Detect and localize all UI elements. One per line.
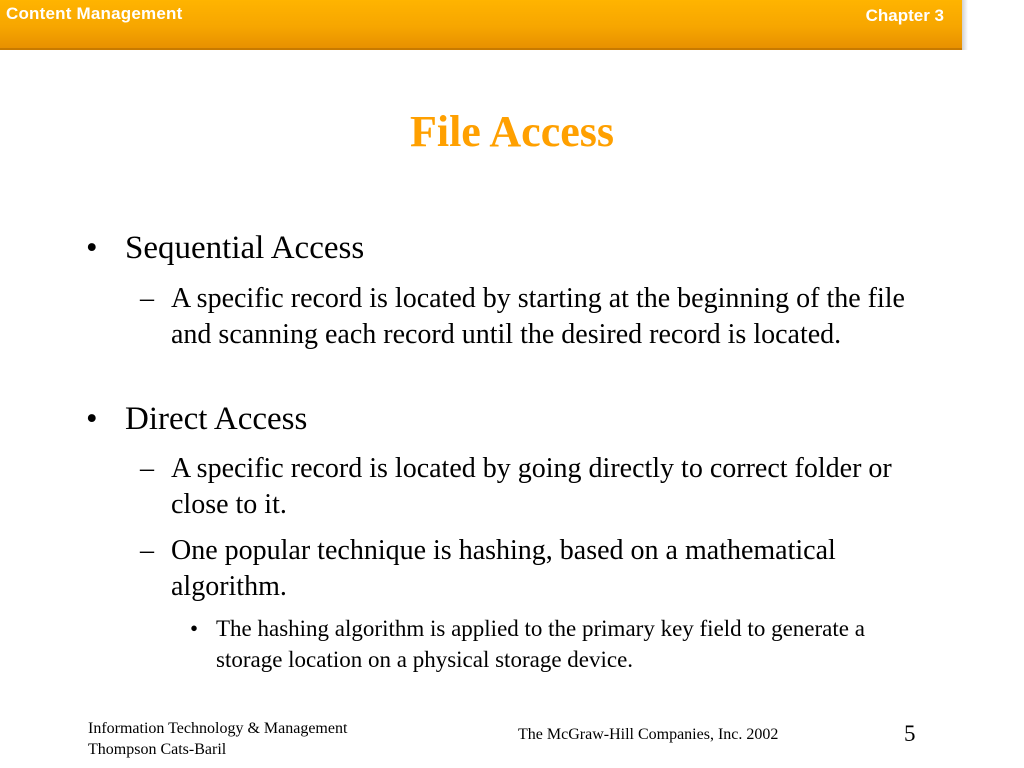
sub-bullet-text: One popular technique is hashing, based on a mathematical algorithm.: [171, 535, 836, 602]
dash-marker: –: [140, 453, 154, 484]
sub-bullet-text: A specific record is located by starting at the beginning of the file and scanning each record until the desired record is located.: [171, 283, 905, 350]
slide-title: File Access: [409, 107, 615, 156]
page-number: 5: [904, 721, 916, 746]
bullet-marker: •: [86, 401, 98, 437]
dash-marker: –: [140, 535, 154, 566]
sub-sub-bullet-text: The hashing algorithm is applied to the primary key field to generate a storage location on a physical storage device.: [216, 616, 865, 672]
header-chapter-label: Chapter 3: [865, 6, 944, 25]
bullet-marker: •: [86, 230, 98, 266]
sub-bullet-text: A specific record is located by going directly to correct folder or close to it.: [171, 453, 892, 520]
footer-book-info: [88, 718, 347, 760]
bullet-text: Direct Access: [125, 401, 308, 437]
footer-book-title: Information Technology & Management: [88, 720, 348, 737]
dash-marker: –: [140, 283, 154, 314]
footer-authors: Thompson Cats-Baril: [88, 741, 227, 758]
bullet-marker: •: [190, 616, 199, 641]
header-section-label: Content Management: [6, 4, 183, 23]
footer-copyright: The McGraw-Hill Companies, Inc. 2002: [518, 726, 779, 743]
bullet-text: Sequential Access: [125, 230, 365, 266]
